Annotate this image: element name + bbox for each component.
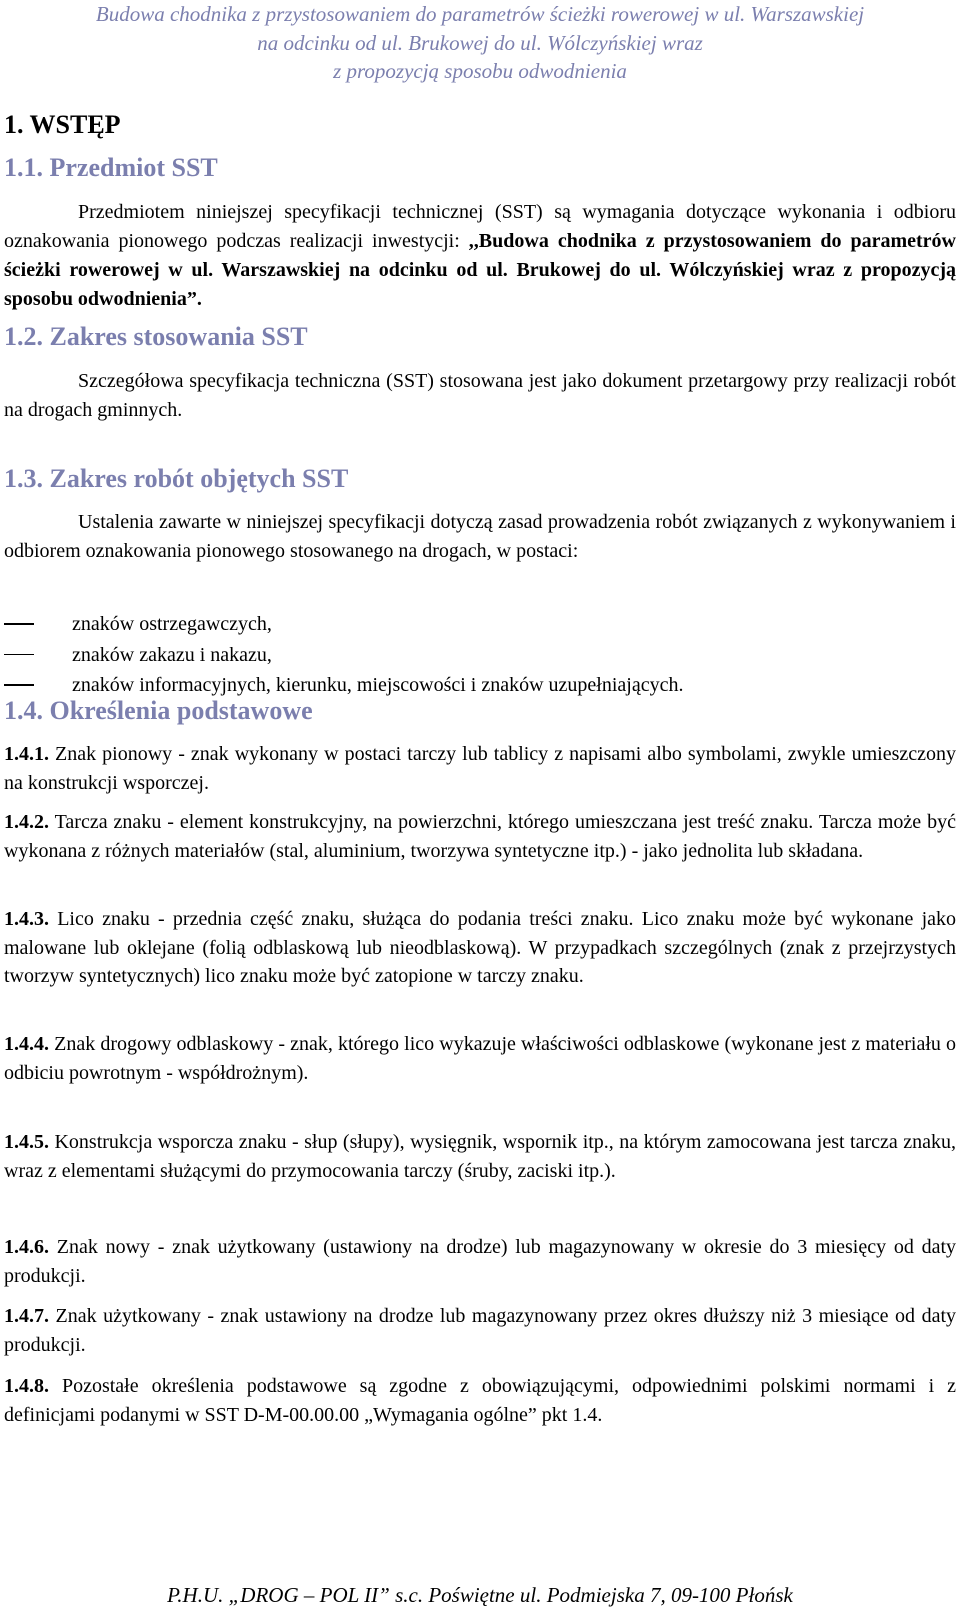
definition-number: 1.4.2. bbox=[4, 811, 49, 833]
definition-text: Znak pionowy - znak wykonany w postaci tarczy lub tablicy z napisami albo symbolami, zwykle umieszczony na konstrukcji wsporczej. bbox=[4, 743, 957, 794]
definition-text: Znak użytkowany - znak ustawiony na drodze lub magazynowany przez okres dłuższy niż 3 miesiące od daty produkcji. bbox=[4, 1305, 957, 1356]
section-number: 1.4. bbox=[4, 696, 43, 725]
definition-number: 1.4.3. bbox=[4, 908, 49, 930]
definition-1-4-5 bbox=[4, 1128, 956, 1185]
header-line-2: na odcinku od ul. Brukowej do ul. Wólczyńskiej wraz bbox=[257, 30, 703, 55]
list-item: znaków informacyjnych, kierunku, miejscowości i znaków uzupełniających. bbox=[4, 670, 956, 701]
definition-number: 1.4.6. bbox=[4, 1236, 49, 1258]
definition-1-4-8 bbox=[4, 1372, 956, 1429]
section-number: 1.1. bbox=[4, 153, 43, 182]
definition-text: Pozostałe określenia podstawowe są zgodne z obowiązującymi, odpowiednimi polskimi normami i z definicjami podanymi w SST D-M-00.00.00 „Wymagania ogólne” pkt 1.4. bbox=[4, 1375, 957, 1426]
section-title: Przedmiot SST bbox=[49, 153, 218, 182]
section-number: 1.2. bbox=[4, 322, 43, 351]
definition-number: 1.4.1. bbox=[4, 743, 49, 765]
section-1-heading: 1. WSTĘP bbox=[4, 110, 121, 139]
definition-number: 1.4.8. bbox=[4, 1375, 49, 1397]
section-1-1-heading bbox=[4, 153, 218, 183]
definition-1-4-3 bbox=[4, 905, 956, 991]
investment-name: ,,Budowa chodnika z przystosowaniem do parametrów ścieżki rowerowej w ul. Warszawskiej na odcinku od ul. Brukowej do ul. Wólczyńskiej wraz z propozycją sposobu odwodnienia”. bbox=[4, 230, 956, 310]
document-header bbox=[4, 0, 956, 86]
definition-1-4-7 bbox=[4, 1302, 956, 1359]
section-title: Zakres robót objętych SST bbox=[49, 464, 349, 493]
dash-bullet-icon bbox=[4, 684, 34, 686]
definition-1-4-4 bbox=[4, 1030, 956, 1087]
section-1-1-paragraph bbox=[4, 198, 956, 314]
document-footer: P.H.U. „DROG – POL II” s.c. Poświętne ul. Podmiejska 7, 09-100 Płońsk bbox=[167, 1583, 793, 1607]
definition-text: Konstrukcja wsporcza znaku - słup (słupy), wysięgnik, wspornik itp., na którym zamocowana jest tarcza znaku, wraz z elementami służącymi do przymocowania tarczy (śruby, zaciski itp.). bbox=[4, 1131, 956, 1182]
header-line-1: Budowa chodnika z przystosowaniem do parametrów ścieżki rowerowej w ul. Warszawskiej bbox=[95, 2, 865, 26]
definition-text: Znak nowy - znak użytkowany (ustawiony na drodze) lub magazynowany w okresie do 3 miesięcy od daty produkcji. bbox=[4, 1236, 957, 1287]
sign-types-list bbox=[4, 609, 956, 701]
definition-text: Lico znaku - przednia część znaku, służąca do podania treści znaku. Lico znaku może być wykonane jako malowane lub oklejane (folią odblaskową lub nieodblaskową). W przypadkach szczególnych (znak z przejrzystych tworzyw syntetycznych) lico znaku może być zatopione w tarczy znaku. bbox=[4, 908, 957, 987]
definition-1-4-2 bbox=[4, 808, 956, 865]
definition-text: Tarcza znaku - element konstrukcyjny, na powierzchni, którego umieszczana jest treść znaku. Tarcza może być wykonana z różnych materiałów (stal, aluminium, tworzywa syntetyczne itp.) - jako jednolita lub składana. bbox=[4, 811, 956, 862]
section-title: Zakres stosowania SST bbox=[49, 322, 308, 351]
section-1-3-heading bbox=[4, 464, 348, 494]
paragraph-text: Przedmiotem niniejszej specyfikacji technicznej (SST) są wymagania dotyczące wykonania i odbioru oznakowania pionowego podczas realizacji inwestycji: bbox=[4, 201, 956, 252]
definition-text: Znak drogowy odblaskowy - znak, którego lico wykazuje właściwości odblaskowe (wykonane jest z materiału o odbiciu powrotnym - współdrożnym). bbox=[4, 1033, 957, 1084]
list-item: znaków zakazu i nakazu, bbox=[4, 640, 956, 671]
definition-number: 1.4.7. bbox=[4, 1305, 49, 1327]
header-line-3: z propozycją sposobu odwodnienia bbox=[333, 59, 627, 83]
list-item: znaków ostrzegawczych, bbox=[4, 609, 956, 640]
section-1-3-paragraph: Ustalenia zawarte w niniejszej specyfikacji dotyczą zasad prowadzenia robót związanych z wykonywaniem i odbiorem oznakowania pionowego stosowanego na drogach, w postaci: bbox=[4, 511, 956, 562]
dash-bullet-icon bbox=[4, 623, 34, 625]
definition-1-4-6 bbox=[4, 1233, 956, 1290]
definition-number: 1.4.5. bbox=[4, 1131, 49, 1153]
definition-number: 1.4.4. bbox=[4, 1033, 49, 1055]
section-1-2-paragraph: Szczegółowa specyfikacja techniczna (SST) stosowana jest jako dokument przetargowy przy realizacji robót na drogach gminnych. bbox=[4, 370, 956, 421]
section-title: Określenia podstawowe bbox=[49, 696, 313, 725]
section-number: 1.3. bbox=[4, 464, 43, 493]
dash-bullet-icon bbox=[4, 654, 34, 656]
section-1-2-heading bbox=[4, 322, 308, 352]
section-1-4-heading bbox=[4, 696, 313, 726]
definition-1-4-1 bbox=[4, 740, 956, 797]
